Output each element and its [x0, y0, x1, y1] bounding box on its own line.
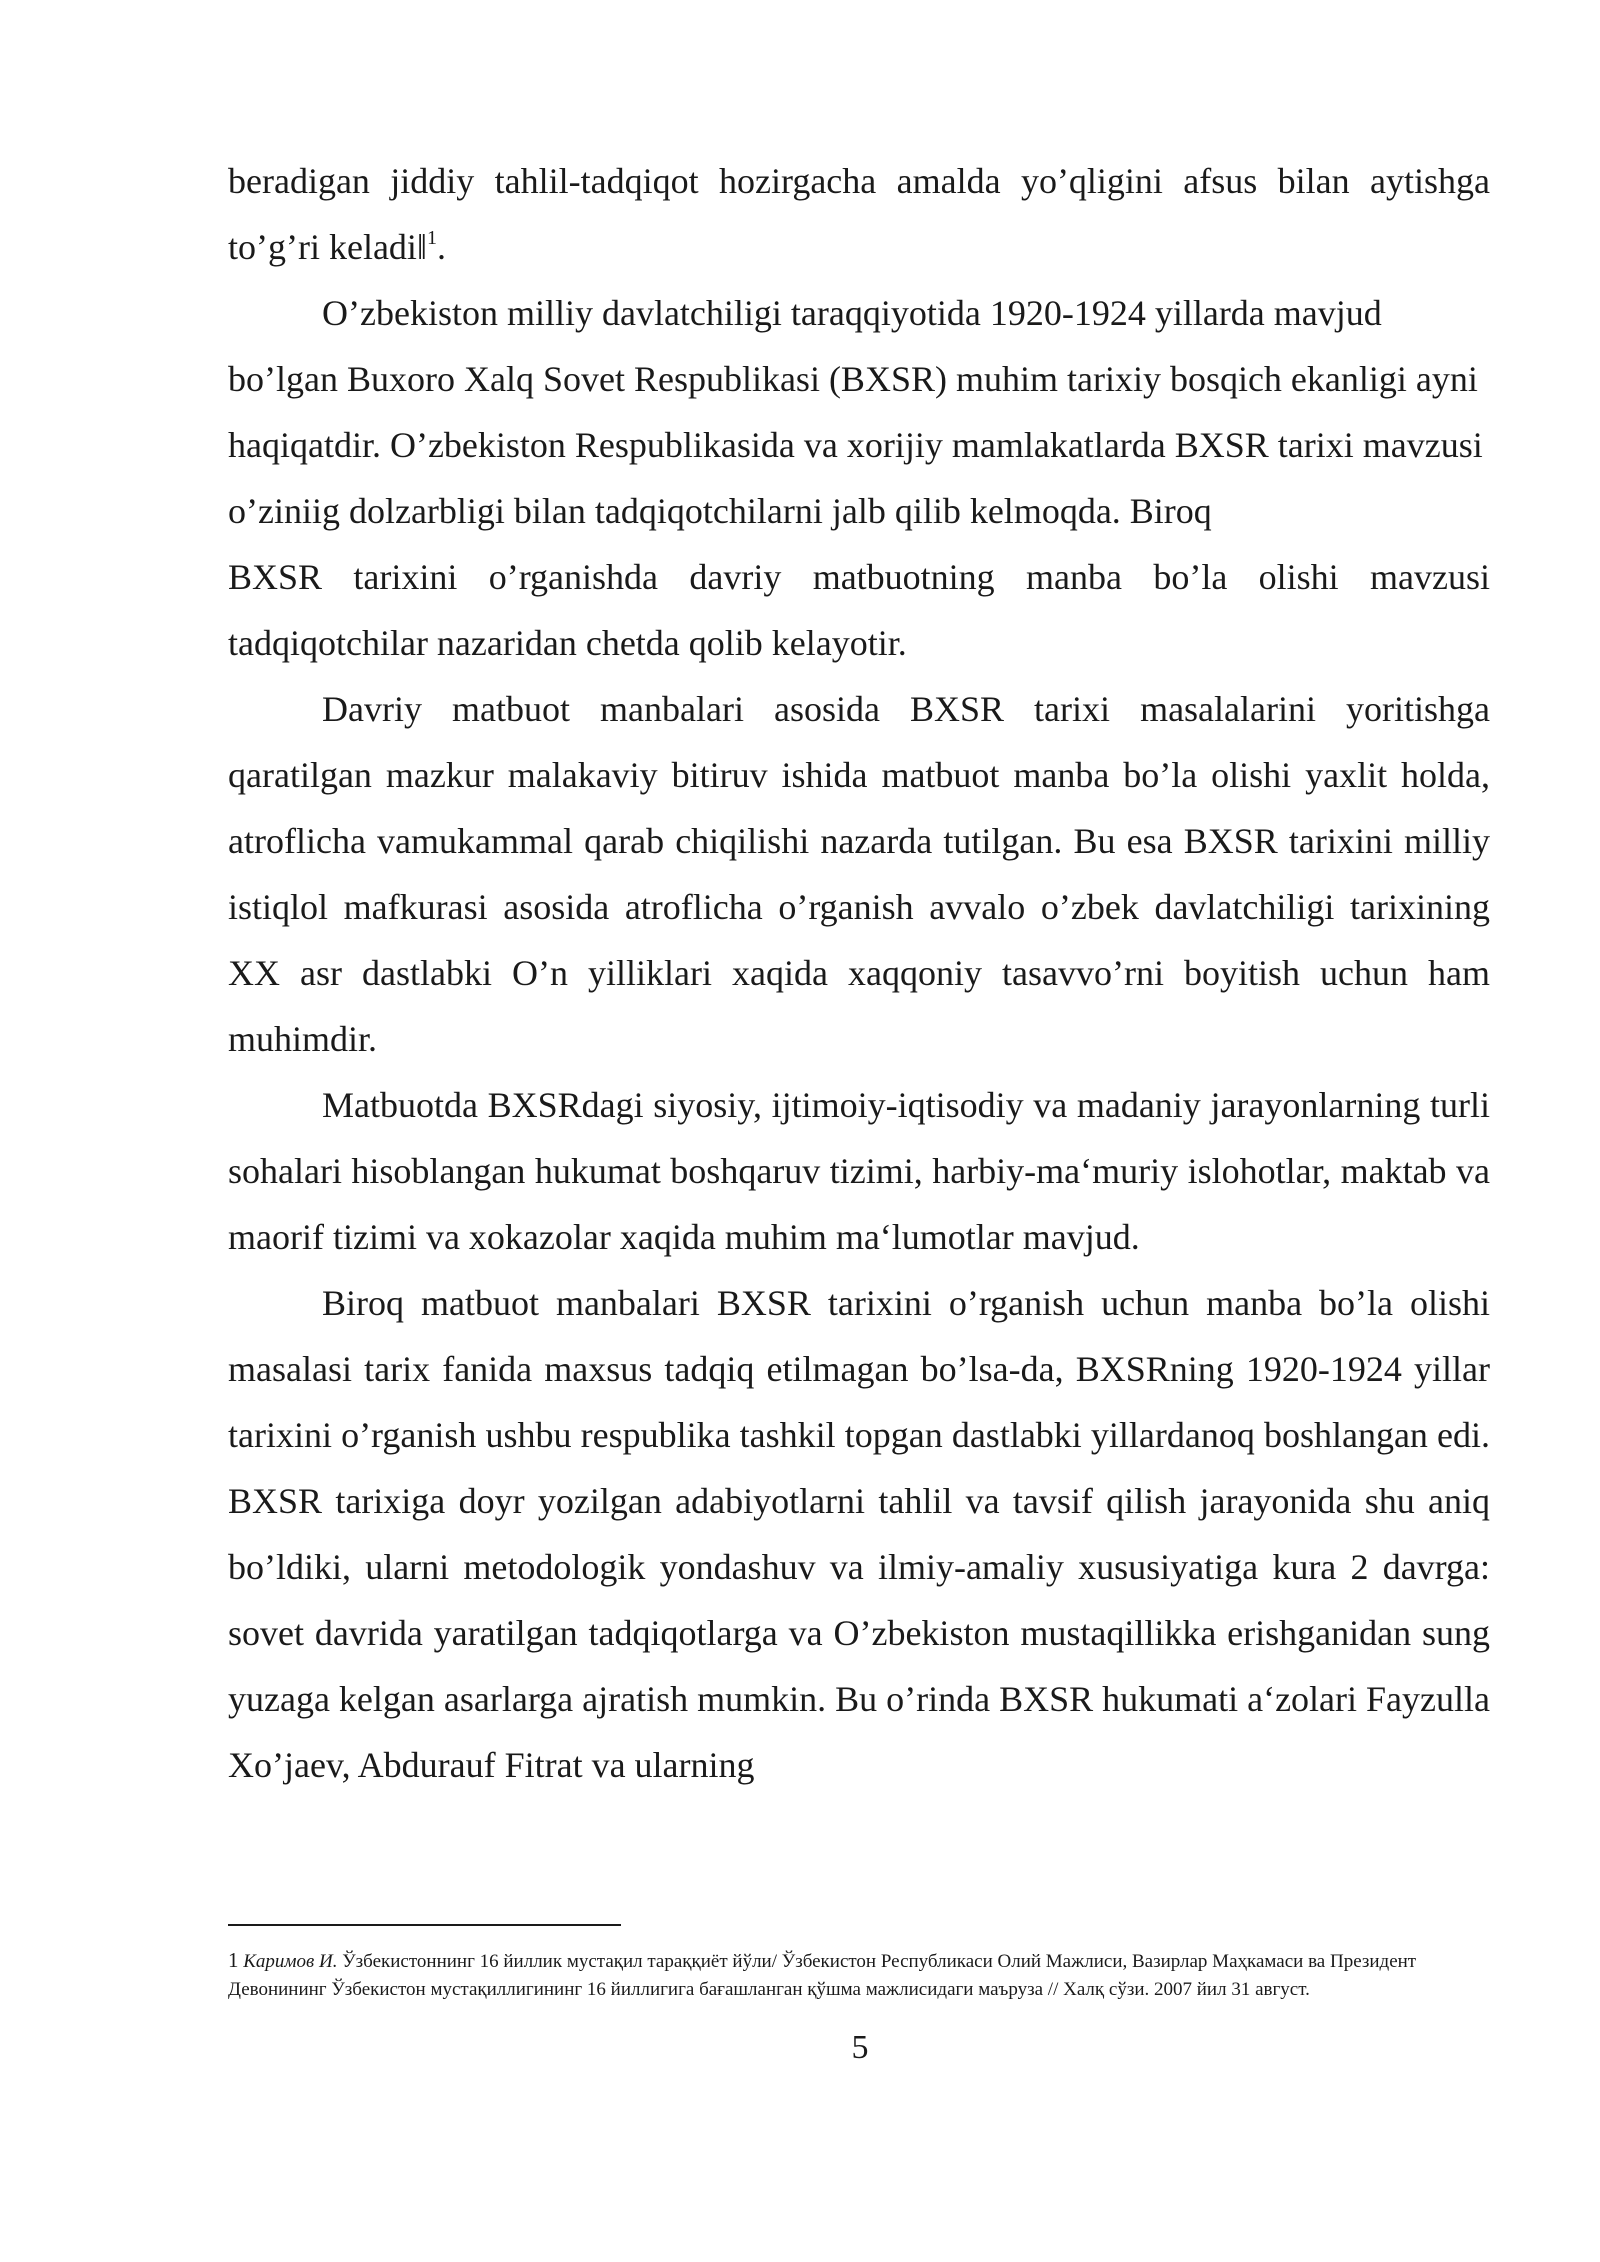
paragraph-press-source: BXSR tarixini o’rganishda davriy matbuotning manba bo’la olishi mavzusi tadqiqotchilar nazaridan chetda qolib kelayotir.	[228, 557, 1490, 663]
footnote-reference[interactable]: 1	[427, 227, 438, 249]
paragraph-historiography: Biroq matbuot manbalari BXSR tarixini o’rganish uchun manba bo’la olishi masalasi tarix fanida maxsus tadqiq etilmagan bo’lsa-da, BXSRning 1920-1924 yillar tarixini o’rganish ushbu respublika tashkil topgan dastlabki yillardanoq boshlangan edi. BXSR tarixiga doyr yozilgan adabiyotlarni tahlil va tavsif qilish jarayonida shu aniq bo’ldiki, ularni metodologik yondashuv va ilmiy-amaliy xususiyatiga kura 2 davrga: sovet davrida yaratilgan tadqiqotlarga va O’zbekiston mustaqillikka erishganidan sung yuzaga kelgan asarlarga ajratish mumkin. Bu o’rinda BXSR hukumati a‘zolari Fayzulla Xo’jaev, Abdurauf Fitrat va ularning	[228, 1283, 1490, 1785]
main-text	[228, 148, 1490, 1798]
footnote-text: Ўзбекистоннинг 16 йиллик мустақил тараққиёт йўли/ Ўзбекистон Республикаси Олий Мажлиси, Вазирлар Маҳкамаси ва Президент Девонининг Ўзбекистон мустақиллигининг 16 йиллигига бағашланган қўшма мажлисидаги маъруза // Халқ сўзи. 2007 йил 31 август.	[228, 1951, 1417, 2000]
footnote	[228, 1946, 1490, 2004]
paragraph-press-content: Matbuotda BXSRdagi siyosiy, ijtimoiy-iqtisodiy va madaniy jarayonlarning turli sohalari hisoblangan hukumat boshqaruv tizimi, harbiy-ma‘muriy islohotlar, maktab va maorif tizimi va xokazolar xaqida muhim ma‘lumotlar mavjud.	[228, 1085, 1490, 1257]
paragraph-bxsr-stage: O’zbekiston milliy davlatchiligi taraqqiyotida 1920-1924 yillarda mavjud bo’lgan Buxoro Xalq Sovet Respublikasi (BXSR) muhim tarixiy bosqich ekanligi ayni haqiqatdir. O’zbekiston Respublikasida va xorijiy mamlakatlarda BXSR tarixi mavzusi o’ziniig dolzarbligi bilan tadqiqotchilarni jalb qilib kelmoqda. Biroq	[228, 293, 1483, 531]
paragraph-text: beradigan jiddiy tahlil-tadqiqot hozirgacha amalda yo’qligini afsus bilan aytishga to’g’ri keladi‖	[228, 161, 1490, 267]
paragraph-continuation	[228, 148, 1490, 280]
footnote-number: 1	[228, 1948, 239, 1972]
footnote-author: Каримов И.	[243, 1951, 338, 1972]
paragraph-qualification-work: Davriy matbuot manbalari asosida BXSR tarixi masalalarini yoritishga qaratilgan mazkur malakaviy bitiruv ishida matbuot manba bo’la olishi yaxlit holda, atroflicha vamukammal qarab chiqilishi nazarda tutilgan. Bu esa BXSR tarixini milliy istiqlol mafkurasi asosida atroflicha o’rganish avvalo o’zbek davlatchiligi tarixining XX asr dastlabki O’n yilliklari xaqida xaqqoniy tasavvo’rni boyitish uchun ham muhimdir.	[228, 689, 1490, 1059]
paragraph-end: .	[437, 227, 447, 267]
page-number: 5	[851, 2029, 869, 2066]
footnote-separator	[228, 1924, 621, 1926]
